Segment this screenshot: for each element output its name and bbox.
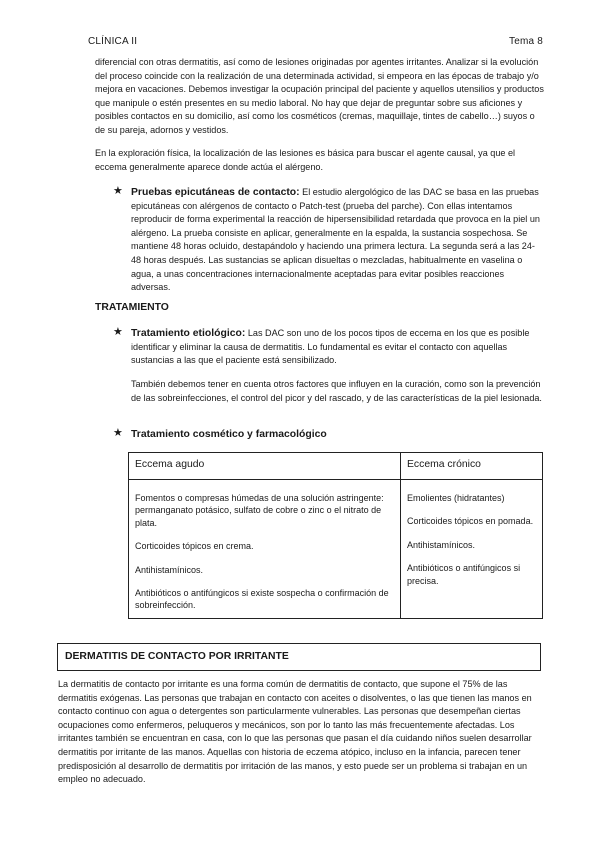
irritant-section-box [57,643,541,671]
treatment-section-title: TRATAMIENTO [95,302,169,313]
header-topic: Tema 8 [509,36,543,47]
intro-paragraph-exploration: En la exploración física, la localización de las lesiones es básica para buscar el agente causal, ya que el eccema generalmente aparece donde actúa el alérgeno. [95,148,516,172]
patch-test-title: Pruebas epicutáneas de contacto: [131,187,300,198]
header-course: CLÍNICA II [88,36,138,47]
table-row [129,480,543,619]
cosmetic-heading [131,428,545,442]
chronic-item: Emolientes (hidratantes) [407,493,505,503]
chronic-cell [401,480,543,619]
chronic-item: Corticoides tópicos en pomada. [407,516,534,527]
acute-item: Corticoides tópicos en crema. [135,541,254,552]
irritant-section-title: DERMATITIS DE CONTACTO POR IRRITANTE [65,651,289,662]
patch-test-paragraph [131,186,545,295]
factors-paragraph: También debemos tener en cuenta otros factores que influyen en la curación, como son la prevención de las sobreinfecciones, el control del picor y del rascado, y de las características de la piel lesionada. [131,379,542,403]
chronic-item: Antibióticos o antifúngicos si precisa. [407,563,521,586]
acute-item: Antihistamínicos. [135,564,204,575]
star-bullet-icon: ★ [113,427,123,439]
acute-item: Fomentos o compresas húmedas de una solución astringente: permanganato potásico, sulfato de cobre o zinc o el nitrato de plata. [135,493,384,528]
acute-cell [129,480,401,619]
star-bullet-icon: ★ [113,185,123,197]
acute-item: Antibióticos o antifúngicos si existe sospecha o confirmación de sobreinfección. [135,588,389,611]
etiologic-paragraph [131,327,545,368]
eczema-treatment-table [128,452,543,619]
chronic-header: Eccema crónico [401,453,543,480]
table-header-row [129,453,543,480]
etiologic-title: Tratamiento etiológico: [131,328,246,339]
irritant-paragraph: La dermatitis de contacto por irritante es una forma común de dermatitis de contacto, que supone el 75% de las dermatitis exógenas. Las personas que trabajan en contacto con aceites o disolventes, o las que tienen las manos en contacto continuo con agua o detergentes son particularmente vulnerables. Las personas que desempeñan ciertas ocupaciones como enfermeros, peluqueros y mecánicos, son por lo tanto las más frecuentemente afectadas. Los irritantes también se encuentran en casa, con lo que las personas que pasan el día cuidando niños suelen desarrollar dermatitis por irritante de las manos. Aquellas con historia de eczema atópico, incluso en la infancia, parecen tener predisposición al desarrollo de dermatitis por irritación de las manos, y esto puede ser un problema si trabajan en un empleo no adecuado. [58,679,532,785]
intro-paragraph-history: diferencial con otras dermatitis, así como de lesiones originadas por agentes irritantes. Analizar si la evolución del proceso coincide con la realización de una determinada actividad, si empeora en las épocas de trabajo y/o mejora en vacaciones. Debemos investigar la ocupación principal del paciente y aquellos utensilios y productos que manipule o estén presentes en su medio laboral. No hay que dejar de preguntar sobre sus aficiones y posibles contactos en su domicilio, así como los cosméticos (cremas, maquillaje, tintes de cabello…) suyos o de su pareja, adornos y vestidos. [95,57,544,135]
patch-test-text: El estudio alergológico de las DAC se basa en las pruebas epicutáneas con alérgenos de contacto o Patch-test (prueba del parche). Con ellas intentamos reproducir de forma experimental la reacción de hipersensibilidad retardada que provoca en la piel un alérgeno. La prueba consiste en aplicar, generalmente en la espalda, la sustancia sospechosa. Se mantiene 48 horas ocluido, destapándolo y haciendo una primera lectura. La segunda será a las 24-48 horas después. Las sustancias se aplican disueltas o mezcladas, habitualmente en vaselina o agua, a unas concentraciones internacionalmente aceptadas para evitar posibles reacciones adversas. [131,187,540,293]
cosmetic-title: Tratamiento cosmético y farmacológico [131,429,327,440]
chronic-item: Antihistamínicos. [407,539,476,550]
star-bullet-icon: ★ [113,326,123,338]
etiologic-text: Las DAC son uno de los pocos tipos de eccema en los que es posible identificar y eliminar la causa de dermatitis. Lo fundamental es evitar el contacto con aquellas sustancias a las que el paciente está sensibilizado. [131,328,530,366]
acute-header: Eccema agudo [129,453,401,480]
